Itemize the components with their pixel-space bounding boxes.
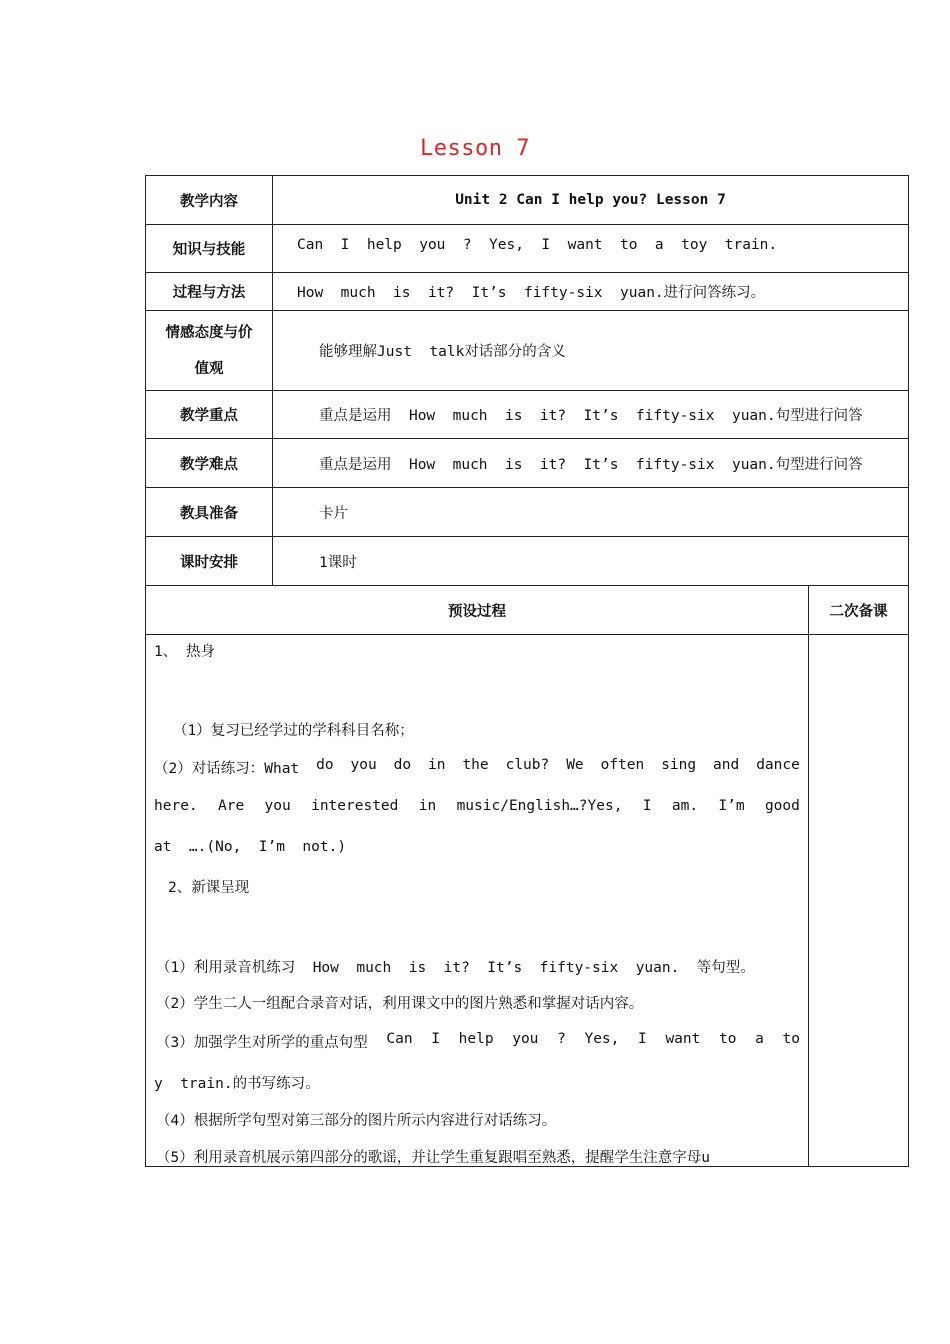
process-line: 1、 热身 <box>154 644 215 660</box>
process-header-row <box>146 586 909 635</box>
row-label: 教学重点 <box>146 391 273 439</box>
notes-header: 二次备课 <box>809 586 909 635</box>
process-word: a <box>755 1031 764 1047</box>
process-word: you <box>512 1031 539 1047</box>
notes-cell <box>809 635 909 1167</box>
process-word: want <box>665 1031 701 1047</box>
process-line: （5）利用录音机展示第四部分的歌谣，并让学生重复跟唱至熟悉，提醒学生注意字母u <box>156 1150 710 1166</box>
row-label: 教具准备 <box>146 488 273 537</box>
row-skills <box>146 225 909 273</box>
row-key-points <box>146 391 909 439</box>
row-value: 1课时 <box>273 537 909 586</box>
row-label <box>146 311 273 391</box>
process-line: （2）学生二人一组配合录音对话，利用课文中的图片熟悉和掌握对话内容。 <box>156 996 644 1012</box>
row-value: 重点是运用 How much is it? It’s fifty-six yuan.句型进行问答 <box>273 439 909 488</box>
page-title: Lesson 7 <box>420 136 530 161</box>
row-materials <box>146 488 909 537</box>
process-cell <box>146 635 809 1167</box>
process-word: sing <box>661 757 697 773</box>
process-word: in <box>428 757 446 773</box>
row-label: 教学难点 <box>146 439 273 488</box>
process-word: often <box>600 757 645 773</box>
process-word: Can <box>386 1031 413 1047</box>
process-word: I <box>642 798 652 814</box>
process-word: and <box>713 757 740 773</box>
process-word: club? <box>505 757 550 773</box>
process-word: you <box>350 757 377 773</box>
process-word: do <box>393 757 412 773</box>
process-word: I <box>431 1031 440 1047</box>
process-word: am. <box>671 798 699 814</box>
process-word: interested <box>311 798 399 814</box>
process-line: （4）根据所学句型对第三部分的图片所示内容进行对话练习。 <box>156 1113 557 1129</box>
process-word: （3）加强学生对所学的重点句型 <box>156 1035 368 1051</box>
process-word: We <box>566 757 584 773</box>
process-line: at ….(No, I’m not.) <box>154 839 347 855</box>
process-word: dance <box>756 757 800 773</box>
row-value: 卡片 <box>273 488 909 537</box>
process-word: ? <box>557 1031 566 1047</box>
process-line: y train.的书写练习。 <box>154 1076 320 1092</box>
process-word: the <box>462 757 489 773</box>
process-line: 2、新课呈现 <box>168 880 250 896</box>
row-value: 重点是运用 How much is it? It’s fifty-six yuan.句型进行问答 <box>273 391 909 439</box>
process-line <box>154 798 800 814</box>
row-label: 课时安排 <box>146 537 273 586</box>
lesson-plan-table <box>145 175 909 1167</box>
row-label: 教学内容 <box>146 176 273 225</box>
process-word: help <box>458 1031 494 1047</box>
row-content <box>146 176 909 225</box>
process-word: Are <box>218 798 245 814</box>
process-word: in <box>418 798 437 814</box>
process-word: to <box>782 1031 800 1047</box>
row-value: How much is it? It’s fifty-six yuan.进行问答练习。 <box>273 273 909 311</box>
process-word: good <box>764 798 800 814</box>
process-line <box>156 1031 800 1052</box>
row-schedule <box>146 537 909 586</box>
process-word: do <box>316 757 334 773</box>
row-label: 过程与方法 <box>146 273 273 311</box>
row-methods <box>146 273 909 311</box>
process-word: I <box>638 1031 647 1047</box>
process-line: （1）利用录音机练习 How much is it? It’s fifty-six yuan. 等句型。 <box>156 960 755 976</box>
process-header: 预设过程 <box>146 586 809 635</box>
row-value: Unit 2 Can I help you? Lesson 7 <box>273 176 909 225</box>
process-word: you <box>264 798 291 814</box>
process-word: music/English…?Yes, <box>456 798 623 814</box>
row-label-line: 值观 <box>194 360 224 377</box>
row-value: 能够理解Just talk对话部分的含义 <box>273 311 909 391</box>
process-word: Yes, <box>584 1031 620 1047</box>
process-line: （1）复习已经学过的学科科目名称； <box>173 723 414 739</box>
process-word: to <box>719 1031 737 1047</box>
process-line <box>154 757 800 778</box>
process-word: （2）对话练习：What <box>154 761 300 777</box>
process-body-row <box>146 635 909 1167</box>
row-label-line: 情感态度与价 <box>165 324 253 341</box>
row-difficulties <box>146 439 909 488</box>
process-word: here. <box>154 798 198 814</box>
row-label: 知识与技能 <box>146 225 273 273</box>
process-word: I’m <box>718 798 745 814</box>
row-value: Can I help you ? Yes, I want to a toy train. <box>273 225 909 273</box>
row-attitude <box>146 311 909 391</box>
